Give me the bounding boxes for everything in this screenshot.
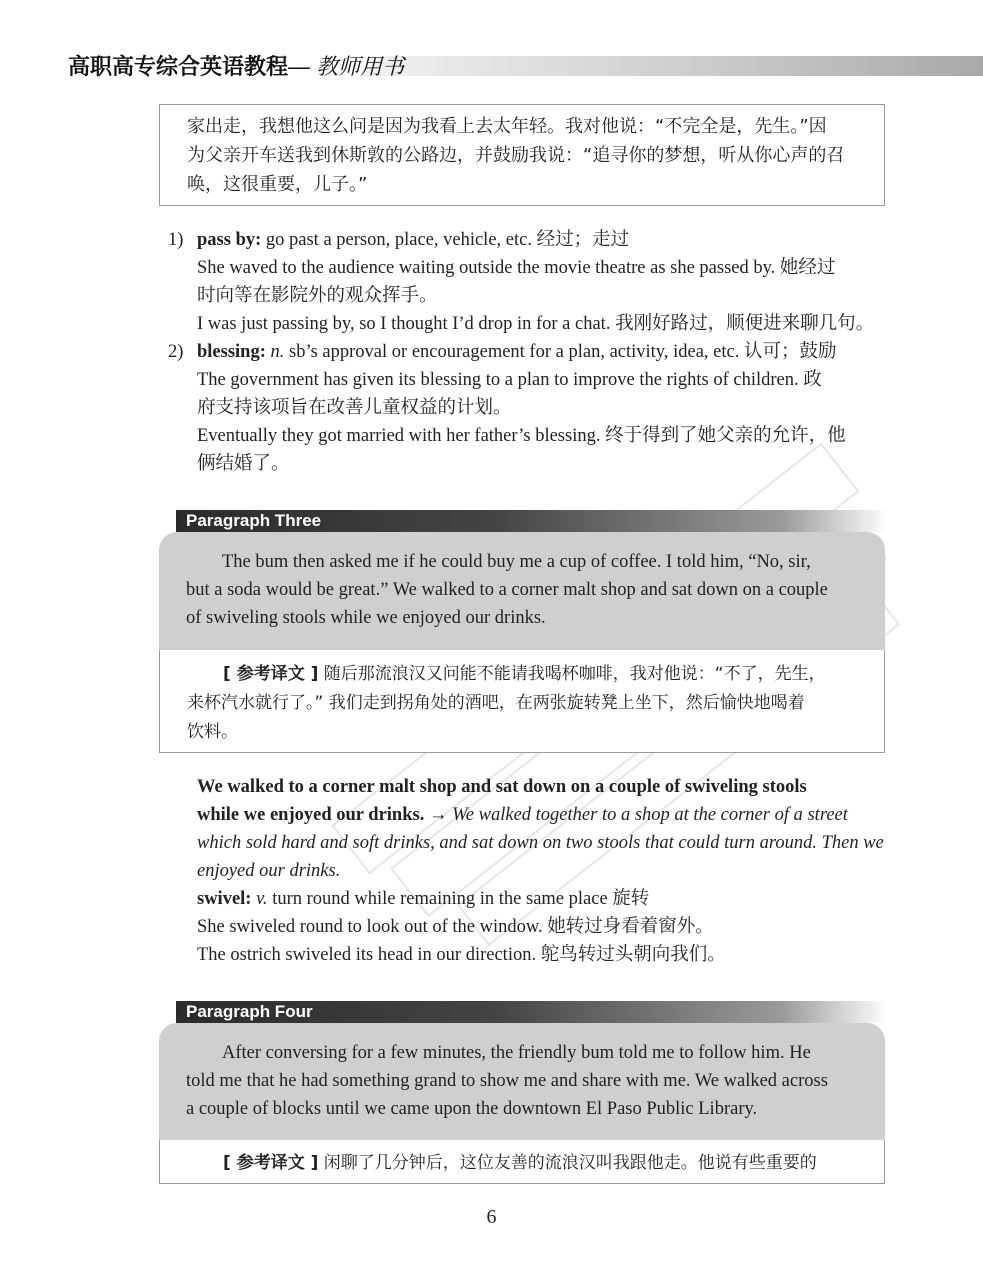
translation-line: 家出走，我想他这么问是因为我看上去太年轻。我对他说：“不完全是，先生。”因 [187,116,827,137]
note-term: swivel: [197,889,252,909]
note-swivel [197,885,880,913]
source-text-panel [159,532,885,650]
part-of-speech: v. [256,889,268,909]
section-heading-paragraph-four: Paragraph Four [176,1001,888,1023]
section-heading-paragraph-three: Paragraph Three [176,510,888,532]
paraphrase: which sold hard and soft drinks, and sat down on two stools that could turn around. Then we [197,833,884,853]
header-decor-bar [360,56,983,76]
source-line: The bum then asked me if he could buy me a cup of coffee. I told him, “No, sir, [222,552,811,572]
key-sentence-end: while we enjoyed our drinks. [197,805,425,825]
translation-tag: [ 参考译文 ] [223,1153,319,1173]
translation-continuation-box [159,104,885,206]
translation-line: 来杯汽水就行了。” 我们走到拐角处的酒吧，在两张旋转凳上坐下，然后愉快地喝着 [187,693,805,713]
reference-translation-box [159,650,885,753]
source-text-panel [159,1023,885,1140]
translation-line [187,1149,877,1178]
example-sentence: The government has given its blessing to a plan to improve the rights of children. 政 [197,370,822,390]
book-title-main: 高职高专综合英语教程 [68,54,289,79]
key-sentence-paraphrase [197,801,880,829]
source-line: told me that he had something grand to show me and share with me. We walked across [186,1071,828,1091]
example-sentence: I was just passing by, so I thought I’d drop in for a chat. 我刚好路过，顺便进来聊几句。 [197,314,875,334]
source-line: of swiveling stools while we enjoyed our drinks. [186,608,546,628]
page-number: 6 [486,1206,497,1228]
note-term: blessing: [197,342,266,362]
example-sentence: 时向等在影院外的观众挥手。 [197,285,438,306]
translation-line: 为父亲开车送我到休斯敦的公路边，并鼓励我说：“追寻你的梦想，听从你心声的召 [187,145,845,166]
note-term: pass by: [197,230,262,250]
source-line: After conversing for a few minutes, the friendly bum told me to follow him. He [222,1043,811,1063]
source-line: a couple of blocks until we came upon the downtown El Paso Public Library. [186,1099,758,1119]
part-of-speech: n. [270,342,285,362]
translation-text: 闲聊了几分钟后，这位友善的流浪汉叫我跟他走。他说有些重要的 [323,1153,817,1173]
paraphrase: enjoyed our drinks. [197,861,341,881]
note-definition: go past a person, place, vehicle, etc. 经过；走过 [261,230,630,250]
example-sentence: Eventually they got married with her father’s blessing. 终于得到了她父亲的允许，他 [197,426,846,446]
translation-line: 饮料。 [187,722,238,742]
translation-text: 随后那流浪汉又问能不能请我喝杯咖啡，我对他说：“不了，先生， [323,664,826,684]
note-number: 1) [168,230,184,250]
example-sentence: 俩结婚了。 [197,453,290,474]
example-sentence: The ostrich swiveled its head in our direction. 鸵鸟转过头朝向我们。 [197,945,726,965]
note-number: 2) [168,342,184,362]
running-header [0,46,983,82]
note-blessing [197,338,880,366]
example-sentence: She waved to the audience waiting outside the movie theatre as she passed by. 她经过 [197,258,836,278]
translation-line [187,660,877,689]
example-sentence: 府支持该项旨在改善儿童权益的计划。 [197,397,512,418]
source-line: but a soda would be great.” We walked to a corner malt shop and sat down on a couple [186,580,828,600]
reference-translation-box [159,1140,885,1184]
key-sentence: We walked to a corner malt shop and sat down on a couple of swiveling stools [197,777,807,797]
arrow-symbol: → [424,805,453,825]
note-pass-by [197,226,880,254]
translation-tag: [ 参考译文 ] [223,664,319,684]
book-title-sub: — 教师用书 [288,54,405,79]
book-title [68,50,404,81]
note-definition: turn round while remaining in the same place 旋转 [267,889,650,909]
note-definition: sb’s approval or encouragement for a plan, activity, idea, etc. 认可；鼓励 [284,342,837,362]
example-sentence: She swiveled round to look out of the window. 她转过身看着窗外。 [197,917,714,937]
paraphrase: We walked together to a shop at the corner of a street [452,805,848,825]
translation-line: 唤，这很重要，儿子。” [187,174,368,195]
